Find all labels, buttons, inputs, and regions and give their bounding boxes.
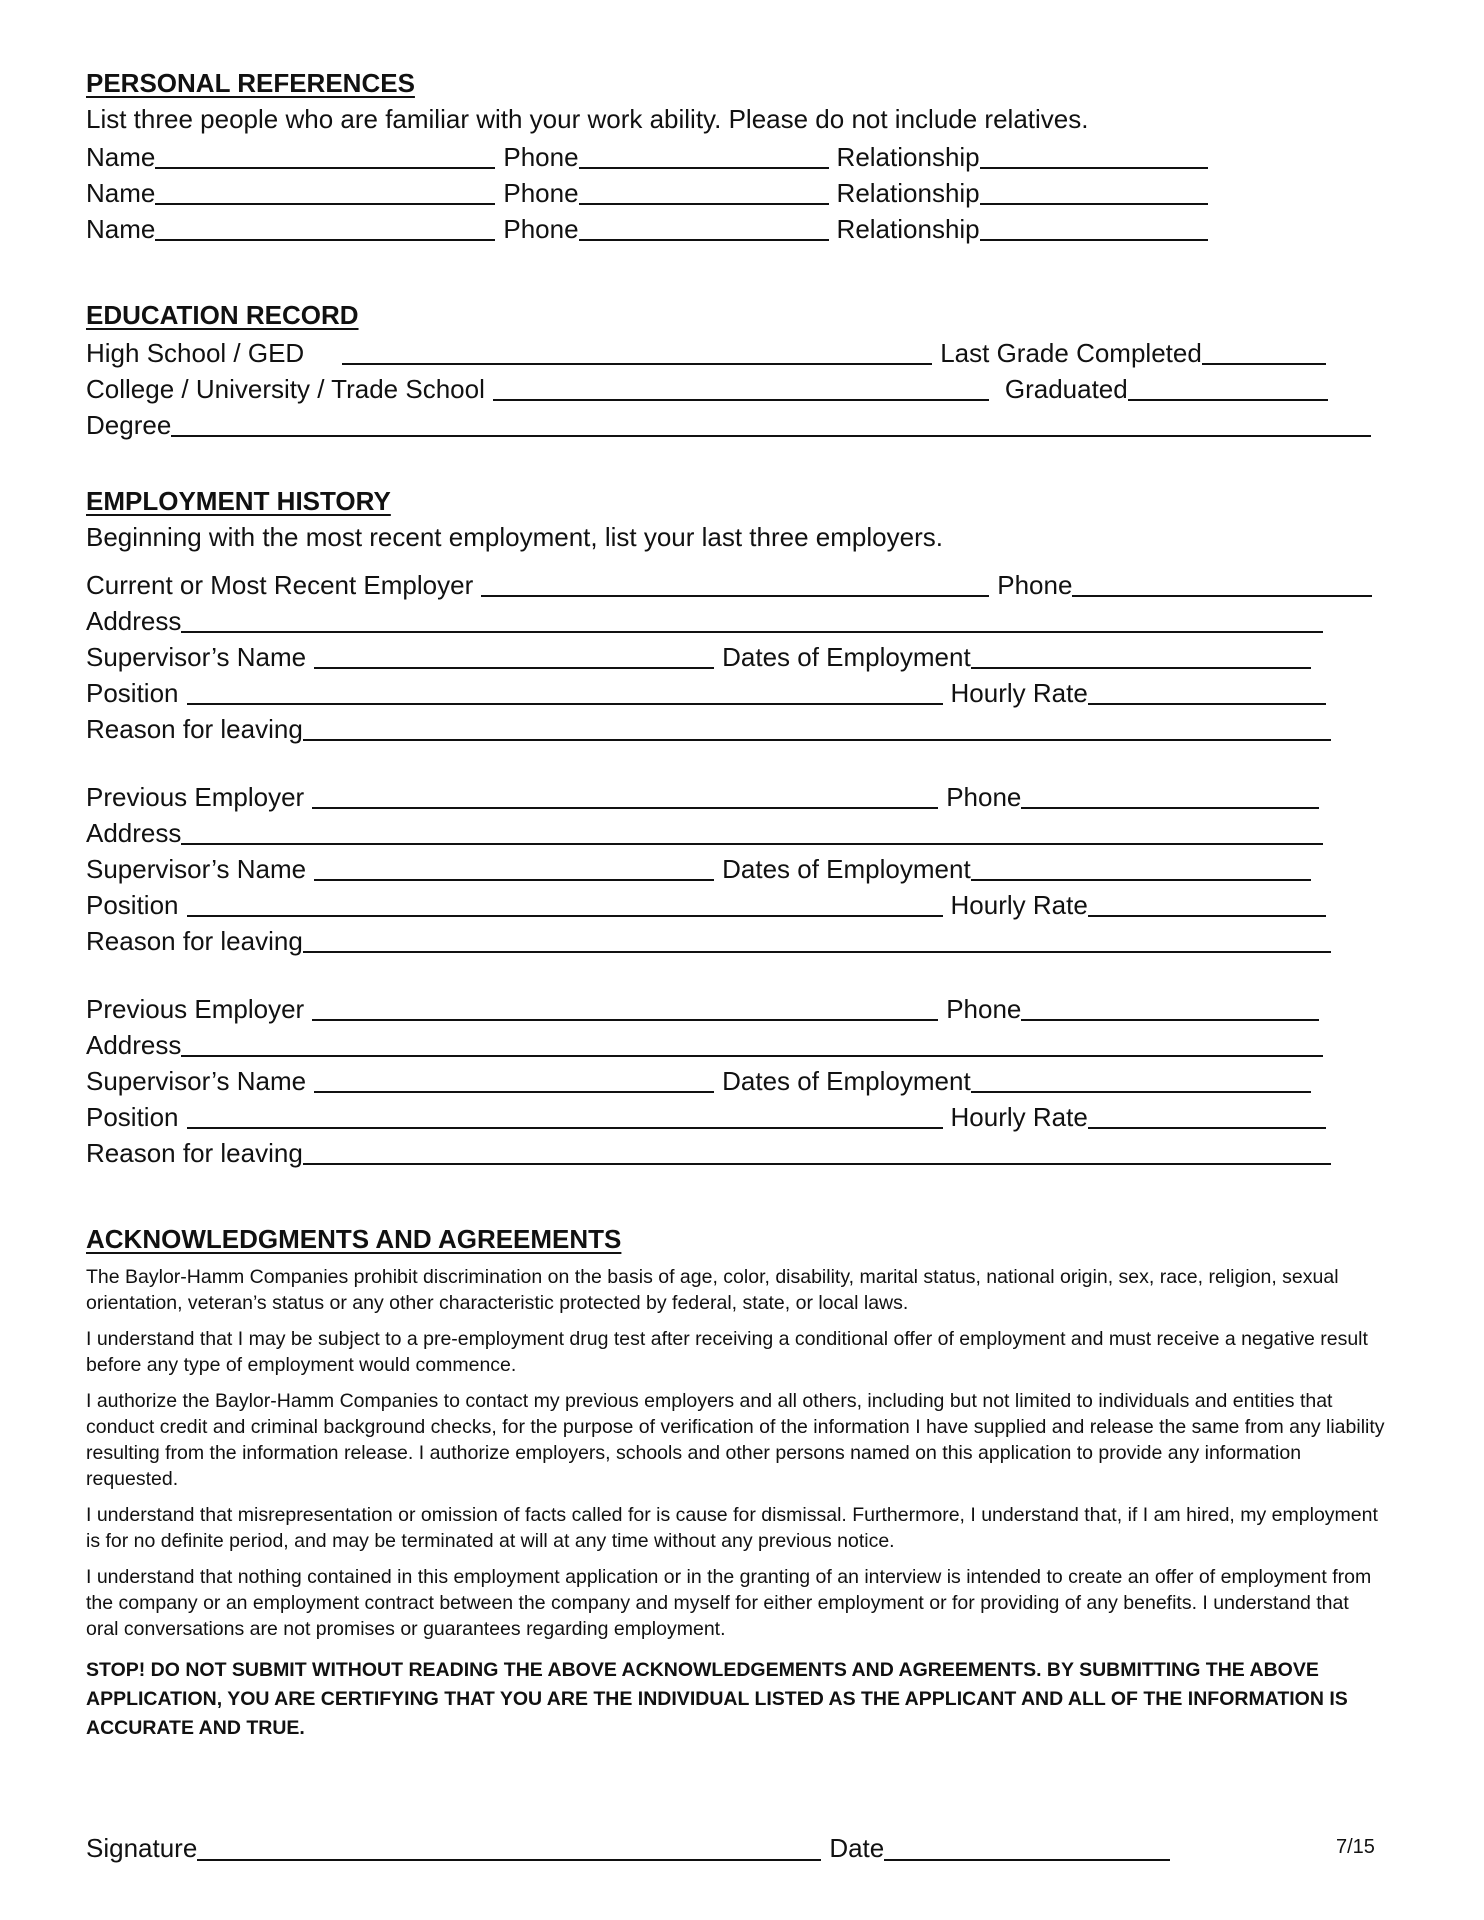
dates-label: Dates of Employment <box>722 1066 971 1096</box>
ack-paragraph: I understand that I may be subject to a pre-employment drug test after receiving a conditional offer of employment and must receive a negative result before any type of employment would commence. <box>86 1328 1368 1376</box>
employment-heading: EMPLOYMENT HISTORY <box>86 486 391 516</box>
reference-row <box>86 136 1396 172</box>
employer-phone-label: Phone <box>997 570 1073 600</box>
hourly-rate-label: Hourly Rate <box>950 890 1088 920</box>
position-row <box>86 672 1396 708</box>
supervisor-label: Supervisor’s Name <box>86 642 307 672</box>
supervisor-label: Supervisor’s Name <box>86 854 307 884</box>
acknowledgments-heading: ACKNOWLEDGMENTS AND AGREEMENTS <box>86 1224 622 1254</box>
hourly-rate-field[interactable] <box>1088 679 1326 705</box>
date-field[interactable] <box>884 1835 1170 1861</box>
address-field[interactable] <box>181 607 1323 633</box>
employment-section <box>86 484 1396 1168</box>
acknowledgments-section <box>86 1222 1396 1753</box>
reason-row <box>86 920 1396 956</box>
personal-references-intro: List three people who are familiar with your work ability. Please do not include relatives. <box>86 104 1089 134</box>
college-row <box>86 368 1396 404</box>
reason-row <box>86 1132 1396 1168</box>
position-label: Position <box>86 890 179 920</box>
supervisor-field[interactable] <box>314 1067 714 1093</box>
reason-label: Reason for leaving <box>86 926 303 956</box>
supervisor-field[interactable] <box>314 855 714 881</box>
signature-row <box>86 1828 1396 1864</box>
hourly-rate-field[interactable] <box>1088 1103 1326 1129</box>
ack-paragraph: The Baylor-Hamm Companies prohibit discrimination on the basis of age, color, disability, marital status, national origin, sex, race, religion, sexual orientation, veteran’s status or any other characteristic protected by federal, state, or local laws. <box>86 1266 1339 1314</box>
supervisor-row <box>86 848 1396 884</box>
degree-field[interactable] <box>171 411 1371 437</box>
reference-phone-label: Phone <box>503 178 579 208</box>
last-grade-field[interactable] <box>1202 339 1326 365</box>
reference-name-label: Name <box>86 178 156 208</box>
address-row <box>86 600 1396 636</box>
employer-phone-field[interactable] <box>1021 783 1319 809</box>
signature-label: Signature <box>86 1833 198 1863</box>
reason-row <box>86 708 1396 744</box>
ack-paragraph: I authorize the Baylor-Hamm Companies to contact my previous employers and all others, including but not limited to individuals and entities that conduct credit and criminal background checks, for the purpose of verification of the information I have supplied and release the same from any liability resulting from the information release. I authorize employers, schools and other persons named on this application to provide any information requested. <box>86 1390 1385 1490</box>
high-school-field[interactable] <box>342 339 932 365</box>
reference-name-label: Name <box>86 142 156 172</box>
reason-label: Reason for leaving <box>86 714 303 744</box>
employer-row <box>86 564 1396 600</box>
reference-phone-field[interactable] <box>579 215 829 241</box>
reference-name-label: Name <box>86 214 156 244</box>
employer-phone-field[interactable] <box>1072 571 1372 597</box>
dates-field[interactable] <box>971 1067 1311 1093</box>
supervisor-field[interactable] <box>314 643 714 669</box>
dates-field[interactable] <box>971 855 1311 881</box>
employer-phone-label: Phone <box>946 994 1022 1024</box>
reference-relationship-label: Relationship <box>836 178 980 208</box>
position-row <box>86 884 1396 920</box>
employment-intro: Beginning with the most recent employment, list your last three employers. <box>86 522 943 552</box>
position-label: Position <box>86 678 179 708</box>
education-heading: EDUCATION RECORD <box>86 300 359 330</box>
previous-employer-field[interactable] <box>312 783 938 809</box>
reference-name-field[interactable] <box>155 179 495 205</box>
current-employer-label: Current or Most Recent Employer <box>86 570 474 600</box>
hourly-rate-field[interactable] <box>1088 891 1326 917</box>
employer-phone-label: Phone <box>946 782 1022 812</box>
education-section <box>86 298 1396 440</box>
dates-label: Dates of Employment <box>722 854 971 884</box>
ack-paragraph: I understand that nothing contained in this employment application or in the granting of an interview is intended to create an offer of employment from the company or an employment contract between the company and myself for either employment or for providing of any benefits. I understand that oral conversations are not promises or guarantees regarding employment. <box>86 1566 1372 1640</box>
page-code: 7/15 <box>1336 1836 1375 1858</box>
reference-relationship-label: Relationship <box>836 142 980 172</box>
college-field[interactable] <box>493 375 989 401</box>
employer-row <box>86 988 1396 1024</box>
reference-relationship-field[interactable] <box>980 215 1208 241</box>
address-label: Address <box>86 1030 182 1060</box>
supervisor-label: Supervisor’s Name <box>86 1066 307 1096</box>
previous-employer-label: Previous Employer <box>86 994 305 1024</box>
personal-references-section <box>86 66 1396 244</box>
position-row <box>86 1096 1396 1132</box>
supervisor-row <box>86 636 1396 672</box>
degree-row <box>86 404 1396 440</box>
reason-field[interactable] <box>303 715 1331 741</box>
dates-label: Dates of Employment <box>722 642 971 672</box>
current-employer-field[interactable] <box>481 571 989 597</box>
high-school-row <box>86 332 1396 368</box>
personal-references-heading: PERSONAL REFERENCES <box>86 68 415 98</box>
high-school-label: High School / GED <box>86 338 305 368</box>
hourly-rate-label: Hourly Rate <box>950 678 1088 708</box>
previous-employer-label: Previous Employer <box>86 782 305 812</box>
reference-phone-label: Phone <box>503 214 579 244</box>
stop-notice: STOP! DO NOT SUBMIT WITHOUT READING THE ABOVE ACKNOWLEDGEMENTS AND AGREEMENTS. BY SUBMITTING THE ABOVE APPLICATION, YOU ARE CERTIFYING THAT YOU ARE THE INDIVIDUAL LISTED AS THE APPLICANT AND ALL OF THE INFORMATION IS ACCURATE AND TRUE. <box>86 1659 1348 1739</box>
employer-block <box>86 564 1396 744</box>
address-field[interactable] <box>181 819 1323 845</box>
reason-field[interactable] <box>303 1139 1331 1165</box>
degree-label: Degree <box>86 410 172 440</box>
address-row <box>86 812 1396 848</box>
college-label: College / University / Trade School <box>86 374 485 404</box>
hourly-rate-label: Hourly Rate <box>950 1102 1088 1132</box>
dates-field[interactable] <box>971 643 1311 669</box>
address-label: Address <box>86 606 182 636</box>
employer-phone-field[interactable] <box>1021 995 1319 1021</box>
date-label: Date <box>829 1833 885 1863</box>
address-label: Address <box>86 818 182 848</box>
signature-field[interactable] <box>197 1835 821 1861</box>
reference-phone-field[interactable] <box>579 143 829 169</box>
reference-phone-label: Phone <box>503 142 579 172</box>
employer-row <box>86 776 1396 812</box>
reference-name-field[interactable] <box>155 215 495 241</box>
employer-block <box>86 776 1396 956</box>
reference-relationship-field[interactable] <box>980 143 1208 169</box>
supervisor-row <box>86 1060 1396 1096</box>
reference-relationship-label: Relationship <box>836 214 980 244</box>
graduated-field[interactable] <box>1128 375 1328 401</box>
position-label: Position <box>86 1102 179 1132</box>
last-grade-label: Last Grade Completed <box>940 338 1202 368</box>
address-field[interactable] <box>181 1031 1323 1057</box>
position-field[interactable] <box>187 891 943 917</box>
reason-field[interactable] <box>303 927 1331 953</box>
reference-row <box>86 172 1396 208</box>
reference-row <box>86 208 1396 244</box>
employer-block <box>86 988 1396 1168</box>
ack-paragraph: I understand that misrepresentation or omission of facts called for is cause for dismissal. Furthermore, I understand that, if I am hired, my employment is for no definite period, and may be terminated at will at any time without any previous notice. <box>86 1504 1378 1552</box>
graduated-label: Graduated <box>1004 374 1128 404</box>
reference-relationship-field[interactable] <box>980 179 1208 205</box>
previous-employer-field[interactable] <box>312 995 938 1021</box>
position-field[interactable] <box>187 1103 943 1129</box>
reference-name-field[interactable] <box>155 143 495 169</box>
position-field[interactable] <box>187 679 943 705</box>
reference-phone-field[interactable] <box>579 179 829 205</box>
reason-label: Reason for leaving <box>86 1138 303 1168</box>
address-row <box>86 1024 1396 1060</box>
